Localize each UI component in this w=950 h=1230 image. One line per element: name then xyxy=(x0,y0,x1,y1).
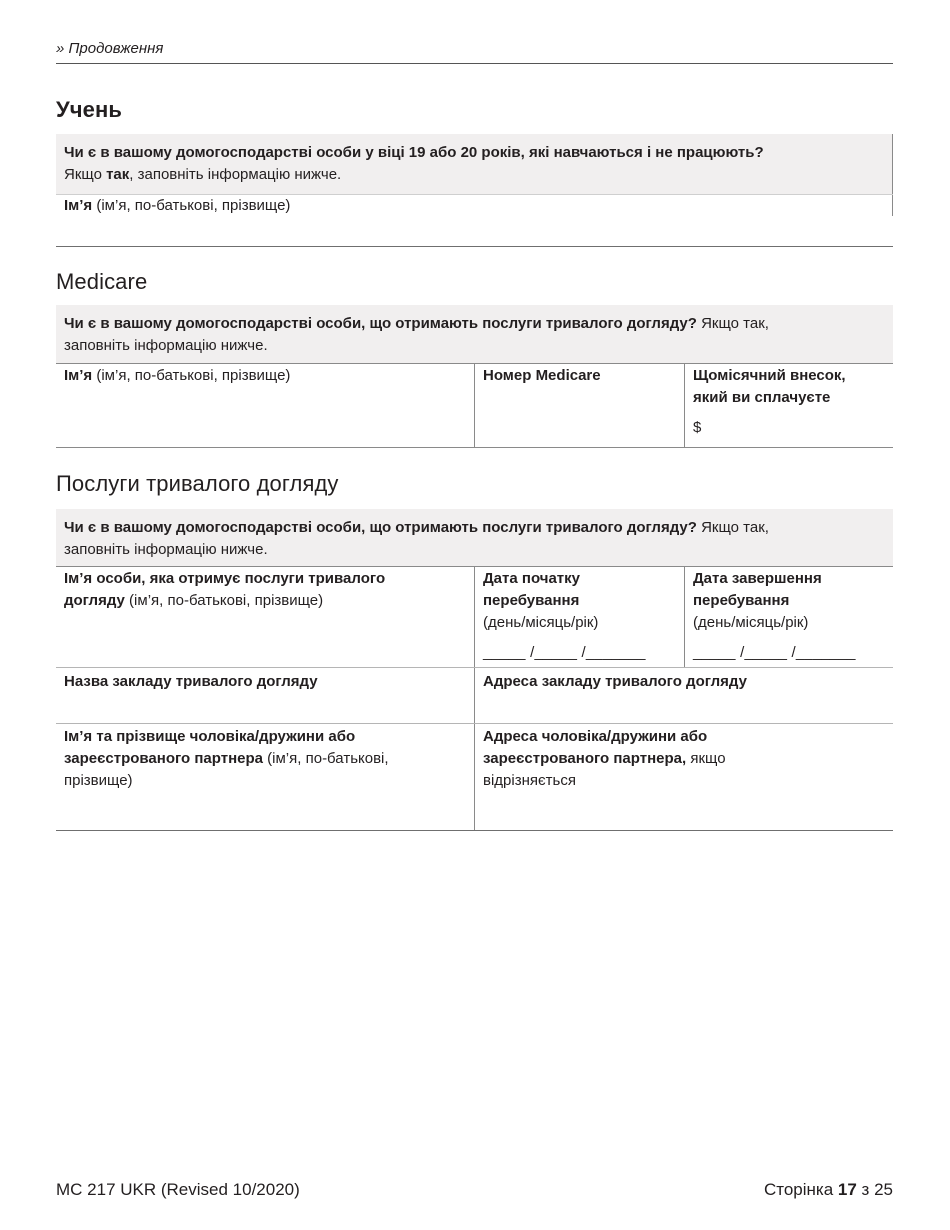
ltc-facility-address-field[interactable] xyxy=(483,671,888,693)
ltc-spouse-addr-hint-2: відрізняється xyxy=(483,772,576,789)
ltc-col-divider-2 xyxy=(684,566,685,667)
medicare-name-field[interactable] xyxy=(64,365,464,387)
medicare-premium-label-2: який ви сплачуєте xyxy=(693,389,831,406)
page-number: Сторінка 17 з 25 xyxy=(763,1180,893,1199)
ltc-person-field[interactable] xyxy=(64,568,469,612)
ltc-spouse-label-2: зареєстрованого партнера xyxy=(64,750,263,767)
ltc-question-box xyxy=(56,509,893,566)
student-bottom-line xyxy=(56,246,893,247)
ltc-start-label-1: Дата початку xyxy=(483,570,580,587)
ltc-facility-address-label: Адреса закладу тривалого догляду xyxy=(483,673,747,690)
ltc-spouse-addr-hint-1: якщо xyxy=(686,750,726,767)
ltc-person-label-2: догляду xyxy=(64,592,125,609)
ltc-start-date-field[interactable] xyxy=(483,568,683,634)
header-divider xyxy=(56,63,893,64)
continuation-label: » Продовження xyxy=(56,40,164,57)
medicare-premium-field[interactable] xyxy=(693,365,893,439)
ltc-col-divider-1 xyxy=(474,566,475,830)
ltc-start-hint: (день/місяць/рік) xyxy=(483,614,599,631)
medicare-col-divider-1 xyxy=(474,363,475,447)
ltc-spouse-hint-2: прізвище) xyxy=(64,772,133,789)
currency-symbol: $ xyxy=(693,419,702,436)
ltc-spouse-address-field[interactable] xyxy=(483,726,888,792)
student-question-box xyxy=(56,134,893,194)
medicare-col-divider-2 xyxy=(684,363,685,447)
ltc-row1-divider xyxy=(56,667,893,668)
medicare-instruction-inline: Якщо так, xyxy=(696,315,769,332)
ltc-end-hint: (день/місяць/рік) xyxy=(693,614,809,631)
ltc-instruction: заповніть інформацію нижче. xyxy=(64,541,268,558)
student-question: Чи є в вашому домогосподарстві особи у віці 19 або 20 років, які навчаються і не працюють? xyxy=(64,144,764,161)
ltc-end-label-2: перебування xyxy=(693,592,790,609)
student-name-field[interactable] xyxy=(64,195,844,217)
student-name-hint: (ім’я, по-батькові, прізвище) xyxy=(92,197,291,214)
ltc-row2-divider xyxy=(56,723,893,724)
ltc-person-label-1: Ім’я особи, яка отримує послуги тривалого xyxy=(64,570,386,587)
medicare-number-label: Номер Medicare xyxy=(483,367,601,384)
ltc-start-date-blank[interactable]: _____ /_____ /_______ xyxy=(483,644,646,661)
medicare-name-hint: (ім’я, по-батькові, прізвище) xyxy=(92,367,291,384)
ltc-facility-name-label: Назва закладу тривалого догляду xyxy=(64,673,318,690)
medicare-section-title: Medicare xyxy=(56,269,148,294)
ltc-end-label-1: Дата завершення xyxy=(693,570,822,587)
ltc-end-date-blank[interactable]: _____ /_____ /_______ xyxy=(693,644,856,661)
ltc-start-label-2: перебування xyxy=(483,592,580,609)
student-name-label: Ім’я xyxy=(64,197,93,214)
medicare-question-box xyxy=(56,305,893,363)
ltc-end-date-field[interactable] xyxy=(693,568,893,634)
ltc-question: Чи є в вашому домогосподарстві особи, що отримають послуги тривалого догляду? xyxy=(64,519,697,536)
ltc-spouse-addr-label-1: Адреса чоловіка/дружини або xyxy=(483,728,708,745)
medicare-bottom-line xyxy=(56,447,893,448)
ltc-bottom-line xyxy=(56,830,893,831)
ltc-instruction-inline: Якщо так, xyxy=(696,519,769,536)
form-page xyxy=(56,0,893,1230)
ltc-spouse-addr-label-2: зареєстрованого партнера, xyxy=(483,750,687,767)
student-instruction: Якщо так, заповніть інформацію нижче. xyxy=(64,166,342,183)
form-id: MC 217 UKR (Revised 10/2020) xyxy=(56,1180,300,1199)
student-right-border xyxy=(892,134,893,216)
ltc-spouse-hint-1: (ім’я, по-батькові, xyxy=(263,750,389,767)
ltc-person-hint: (ім’я, по-батькові, прізвище) xyxy=(124,592,324,609)
student-section-title: Учень xyxy=(56,97,123,122)
medicare-number-field[interactable] xyxy=(483,365,683,387)
medicare-instruction: заповніть інформацію нижче. xyxy=(64,337,268,354)
ltc-spouse-label-1: Ім’я та прізвище чоловіка/дружини або xyxy=(64,728,356,745)
ltc-section-title: Послуги тривалого догляду xyxy=(56,471,339,496)
ltc-facility-name-field[interactable] xyxy=(64,671,469,693)
medicare-name-label: Ім’я xyxy=(64,367,93,384)
medicare-question: Чи є в вашому домогосподарстві особи, що отримають послуги тривалого догляду? xyxy=(64,315,697,332)
ltc-spouse-name-field[interactable] xyxy=(64,726,469,792)
medicare-premium-label-1: Щомісячний внесок, xyxy=(693,367,846,384)
